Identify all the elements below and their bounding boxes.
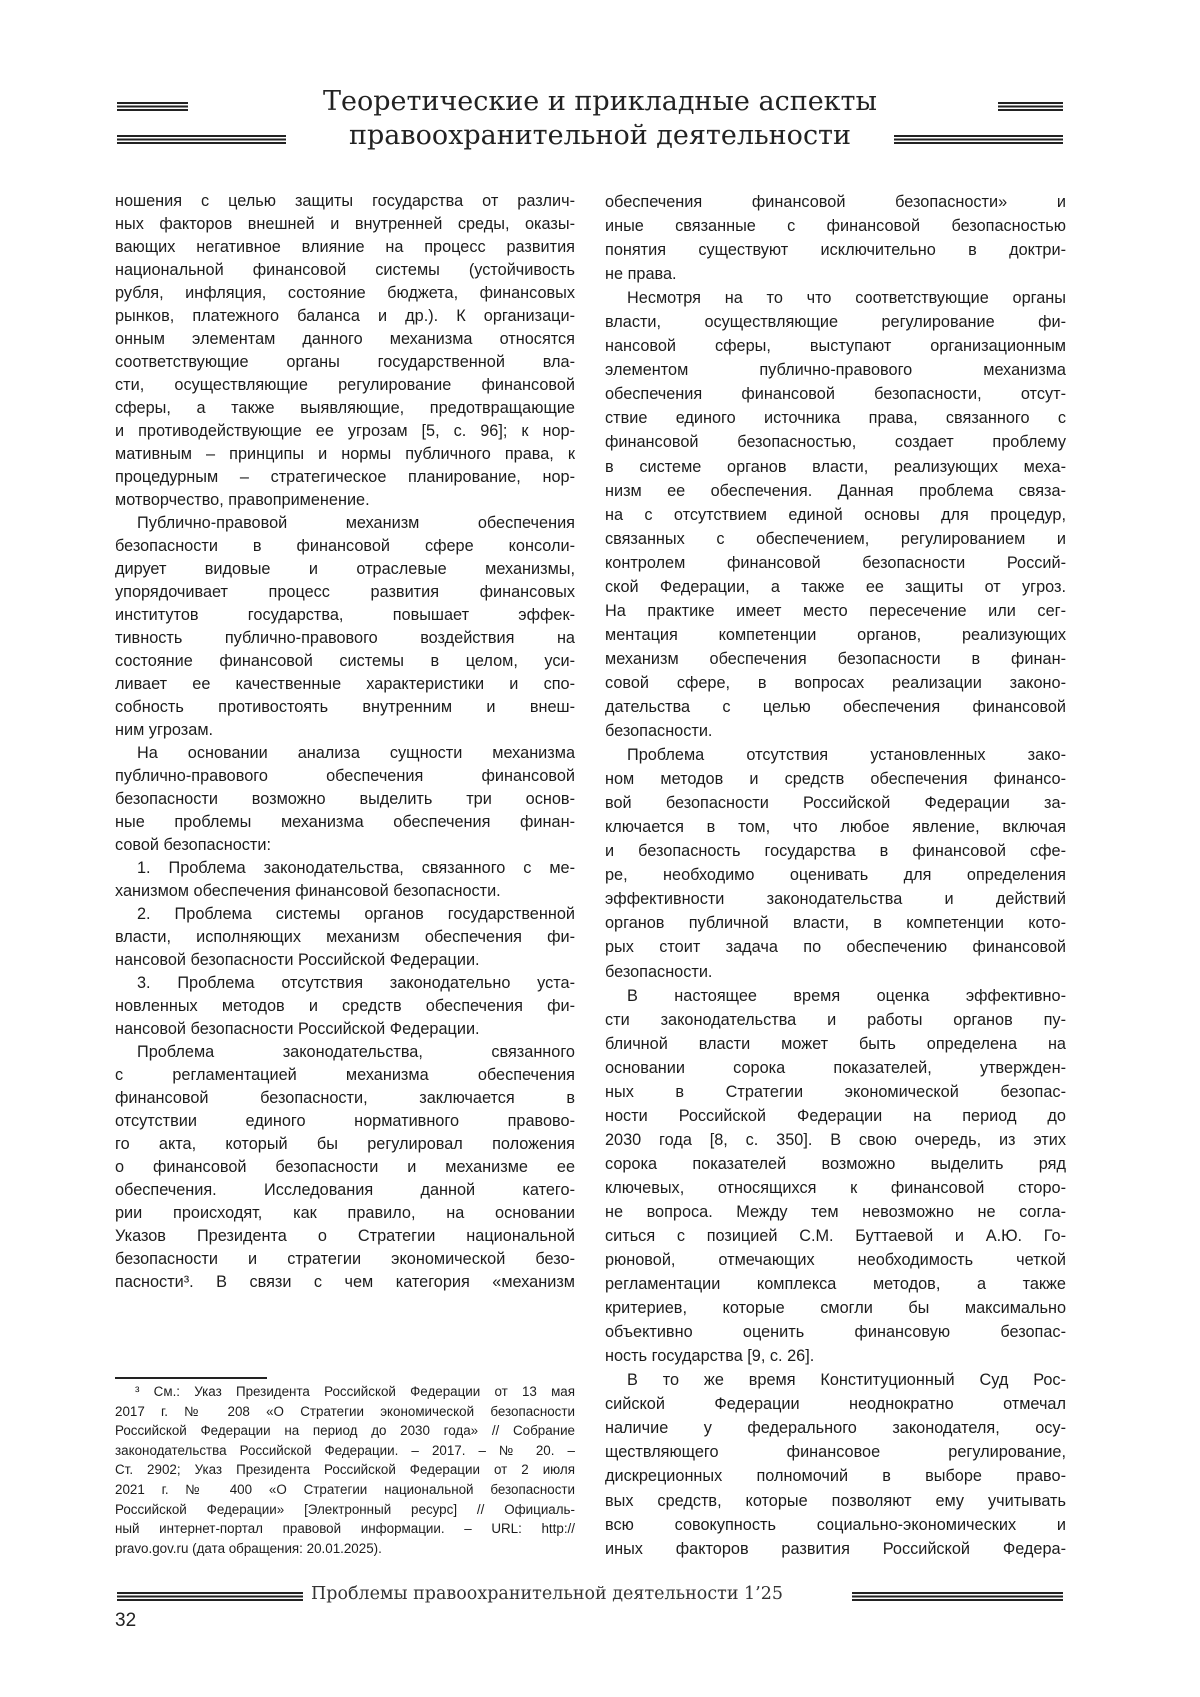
text-line: тивность публично-правового воздействия на xyxy=(115,627,575,650)
page-number: 32 xyxy=(115,1610,136,1632)
text-line: го акта, который бы регулировал положения xyxy=(115,1133,575,1156)
text-line: бличной власти может быть определена на xyxy=(605,1032,1066,1056)
text-line: ном методов и средств обеспечения финансо- xyxy=(605,767,1066,791)
text-line: pravo.gov.ru (дата обращения: 20.01.2025). xyxy=(115,1539,575,1559)
text-line: власти, исполняющих механизм обеспечения фи- xyxy=(115,926,575,949)
text-line: Проблема законодательства, связанного xyxy=(115,1041,575,1064)
text-line: в системе органов власти, реализующих меха- xyxy=(605,455,1066,479)
text-line: национальной финансовой системы (устойчивость xyxy=(115,259,575,282)
text-line: 1. Проблема законодательства, связанного с ме- xyxy=(115,857,575,880)
text-line: вающих негативное влияние на процесс развития xyxy=(115,236,575,259)
text-line: обеспечения финансовой безопасности» и xyxy=(605,190,1066,214)
text-line: вых средств, которые позволяют ему учитывать xyxy=(605,1489,1066,1513)
text-line: финансовой безопасностью, создает проблему xyxy=(605,430,1066,454)
text-line: контролем финансовой безопасности Россий- xyxy=(605,551,1066,575)
paragraph xyxy=(115,857,575,903)
section-title-line-1: Теоретические и прикладные аспекты xyxy=(0,86,1200,117)
text-line: ствие единого источника права, связанного с xyxy=(605,406,1066,430)
text-line: соответствующие органы государственной вла- xyxy=(115,351,575,374)
text-line: В настоящее время оценка эффективно- xyxy=(605,984,1066,1008)
text-line: ности Российской Федерации на период до xyxy=(605,1104,1066,1128)
text-line: нансовой безопасности Российской Федерации. xyxy=(115,949,575,972)
text-line: ключается в том, что любое явление, включая xyxy=(605,815,1066,839)
text-line: нансовой сферы, выступают организационным xyxy=(605,334,1066,358)
text-line: связанных с обеспечением, регулированием и xyxy=(605,527,1066,551)
text-line: ре, необходимо оценивать для определения xyxy=(605,863,1066,887)
text-line: безопасности. xyxy=(605,960,1066,984)
text-line: финансовой безопасности, заключается в xyxy=(115,1087,575,1110)
text-line: ношения с целью защиты государства от различ- xyxy=(115,190,575,213)
text-line: ществляющего финансовое регулирование, xyxy=(605,1440,1066,1464)
text-line: Указов Президента о Стратегии национальной xyxy=(115,1225,575,1248)
paragraph xyxy=(115,512,575,742)
text-line: институтов государства, повышает эффек- xyxy=(115,604,575,627)
text-line: обеспечения финансовой безопасности, отсут- xyxy=(605,382,1066,406)
text-line: дирует видовые и отраслевые механизмы, xyxy=(115,558,575,581)
text-line: на с отсутствием единой основы для процедур, xyxy=(605,503,1066,527)
text-line: вой безопасности Российской Федерации за- xyxy=(605,791,1066,815)
text-line: основании сорока показателей, утвержден- xyxy=(605,1056,1066,1080)
text-line: ним угрозам. xyxy=(115,719,575,742)
text-line: ханизмом обеспечения финансовой безопасности. xyxy=(115,880,575,903)
text-line: обеспечения. Исследования данной катего- xyxy=(115,1179,575,1202)
text-line: На основании анализа сущности механизма xyxy=(115,742,575,765)
text-line: нансовой безопасности Российской Федерации. xyxy=(115,1018,575,1041)
text-line: ный интернет-портал правовой информации. – URL: http:// xyxy=(115,1519,575,1539)
text-line: Ст. 2902; Указ Президента Российской Федерации от 2 июля xyxy=(115,1460,575,1480)
text-line: В то же время Конституционный Суд Рос- xyxy=(605,1368,1066,1392)
text-line: состояние финансовой системы в целом, уси- xyxy=(115,650,575,673)
text-line: 3. Проблема отсутствия законодательно уста- xyxy=(115,972,575,995)
text-line: отсутствии единого нормативного правово- xyxy=(115,1110,575,1133)
text-line: упорядочивает процесс развития финансовых xyxy=(115,581,575,604)
text-line: низм ее обеспечения. Данная проблема связа- xyxy=(605,479,1066,503)
paragraph xyxy=(605,190,1066,286)
text-line: всю совокупность социально-экономических и xyxy=(605,1513,1066,1537)
text-line: не права. xyxy=(605,262,1066,286)
text-line: сти, осуществляющие регулирование финансовой xyxy=(115,374,575,397)
journal-title: Проблемы правоохранительной деятельности 1’25 xyxy=(311,1584,783,1604)
text-line: иных факторов развития Российской Федера- xyxy=(605,1537,1066,1561)
text-line: публично-правового обеспечения финансовой xyxy=(115,765,575,788)
text-line: 2. Проблема системы органов государственной xyxy=(115,903,575,926)
paragraph xyxy=(605,984,1066,1369)
text-line: мотворчество, правоприменение. xyxy=(115,489,575,512)
section-title-line-2: правоохранительной деятельности xyxy=(0,120,1200,151)
text-line: и безопасность государства в финансовой сфе- xyxy=(605,839,1066,863)
text-line: механизм обеспечения безопасности в финан- xyxy=(605,647,1066,671)
text-line: ливает ее качественные характеристики и спо- xyxy=(115,673,575,696)
paragraph xyxy=(605,743,1066,983)
text-line: сорока показателей возможно выделить ряд xyxy=(605,1152,1066,1176)
text-line: онным элементам данного механизма относятся xyxy=(115,328,575,351)
text-line: рии происходят, как правило, на основании xyxy=(115,1202,575,1225)
text-line: Публично-правовой механизм обеспечения xyxy=(115,512,575,535)
text-line: мативным – принципы и нормы публичного права, к xyxy=(115,443,575,466)
text-line: сферы, а также выявляющие, предотвращающие xyxy=(115,397,575,420)
text-line: Российской Федерации на период до 2030 года» // Собрание xyxy=(115,1421,575,1441)
footnote-paragraph xyxy=(115,1382,575,1558)
text-line: пасности³. В связи с чем категория «механизм xyxy=(115,1271,575,1294)
text-line: ные проблемы механизма обеспечения финан- xyxy=(115,811,575,834)
text-line: критериев, которые смогли бы максимально xyxy=(605,1296,1066,1320)
text-line: власти, осуществляющие регулирование фи- xyxy=(605,310,1066,334)
text-line: 2021 г. № 400 «О Стратегии национальной безопасности xyxy=(115,1480,575,1500)
text-line: безопасности возможно выделить три основ- xyxy=(115,788,575,811)
paragraph xyxy=(115,190,575,512)
paragraph xyxy=(115,742,575,857)
text-line: иные связанные с финансовой безопасностью xyxy=(605,214,1066,238)
text-line: безопасности. xyxy=(605,719,1066,743)
text-line: совой сфере, в вопросах реализации законо- xyxy=(605,671,1066,695)
text-line: новленных методов и средств обеспечения фи- xyxy=(115,995,575,1018)
footnote-separator xyxy=(115,1377,267,1379)
paragraph xyxy=(605,286,1066,743)
left-column xyxy=(115,190,575,1294)
text-line: процедурным – стратегическое планирование, нор- xyxy=(115,466,575,489)
text-line: На практике имеет место пересечение или сег- xyxy=(605,599,1066,623)
text-line: ской Федерации, а также ее защиты от угроз. xyxy=(605,575,1066,599)
text-line: рубля, инфляция, состояние бюджета, финансовых xyxy=(115,282,575,305)
text-line: сийской Федерации неоднократно отмечал xyxy=(605,1392,1066,1416)
text-line: эффективности законодательства и действий xyxy=(605,887,1066,911)
text-line: ность государства [9, с. 26]. xyxy=(605,1344,1066,1368)
text-line: о финансовой безопасности и механизме ее xyxy=(115,1156,575,1179)
text-line: и противодействующие ее угрозам [5, с. 96]; к нор- xyxy=(115,420,575,443)
text-line: собность противостоять внутренним и внеш- xyxy=(115,696,575,719)
footer-rule-right xyxy=(852,1592,1063,1602)
text-line: объективно оценить финансовую безопас- xyxy=(605,1320,1066,1344)
text-line: ключевых, относящихся к финансовой сторо- xyxy=(605,1176,1066,1200)
text-line: ных в Стратегии экономической безопас- xyxy=(605,1080,1066,1104)
text-line: ных факторов внешней и внутренней среды, оказы- xyxy=(115,213,575,236)
text-line: Несмотря на то что соответствующие органы xyxy=(605,286,1066,310)
paragraph xyxy=(605,1368,1066,1560)
text-line: 2017 г. № 208 «О Стратегии экономической безопасности xyxy=(115,1402,575,1422)
text-line: с регламентацией механизма обеспечения xyxy=(115,1064,575,1087)
paragraph xyxy=(115,903,575,972)
right-column xyxy=(605,190,1066,1561)
text-line: совой безопасности: xyxy=(115,834,575,857)
text-line: понятия существуют исключительно в доктри- xyxy=(605,238,1066,262)
text-line: регламентации комплекса методов, а также xyxy=(605,1272,1066,1296)
text-line: не вопроса. Между тем невозможно не согла- xyxy=(605,1200,1066,1224)
text-line: Российской Федерации» [Электронный ресурс] // Официаль- xyxy=(115,1500,575,1520)
text-line: рюновой, отмечающих необходимость четкой xyxy=(605,1248,1066,1272)
text-line: рынков, платежного баланса и др.). К организаци- xyxy=(115,305,575,328)
text-line: органов публичной власти, в компетенции кото- xyxy=(605,911,1066,935)
text-line: ментация компетенции органов, реализующих xyxy=(605,623,1066,647)
text-line: сти законодательства и работы органов пу- xyxy=(605,1008,1066,1032)
text-line: наличие у федерального законодателя, осу- xyxy=(605,1416,1066,1440)
text-line: безопасности и стратегии экономической безо- xyxy=(115,1248,575,1271)
paragraph xyxy=(115,972,575,1041)
text-line: дательства с целью обеспечения финансовой xyxy=(605,695,1066,719)
text-line: Проблема отсутствия установленных зако- xyxy=(605,743,1066,767)
text-line: элементом публично-правового механизма xyxy=(605,358,1066,382)
text-line: безопасности в финансовой сфере консоли- xyxy=(115,535,575,558)
text-line: ситься с позицией С.М. Буттаевой и А.Ю. Го- xyxy=(605,1224,1066,1248)
text-line: законодательства Российской Федерации. – 2017. – № 20. – xyxy=(115,1441,575,1461)
text-line: дискреционных полномочий в выборе право- xyxy=(605,1464,1066,1488)
footer-rule-left xyxy=(117,1592,303,1602)
footnote xyxy=(115,1382,575,1558)
text-line: 2030 года [8, с. 350]. В свою очередь, из этих xyxy=(605,1128,1066,1152)
text-line: рых стоит задача по обеспечению финансовой xyxy=(605,935,1066,959)
paragraph xyxy=(115,1041,575,1294)
text-line: ³ См.: Указ Президента Российской Федерации от 13 мая xyxy=(115,1382,575,1402)
